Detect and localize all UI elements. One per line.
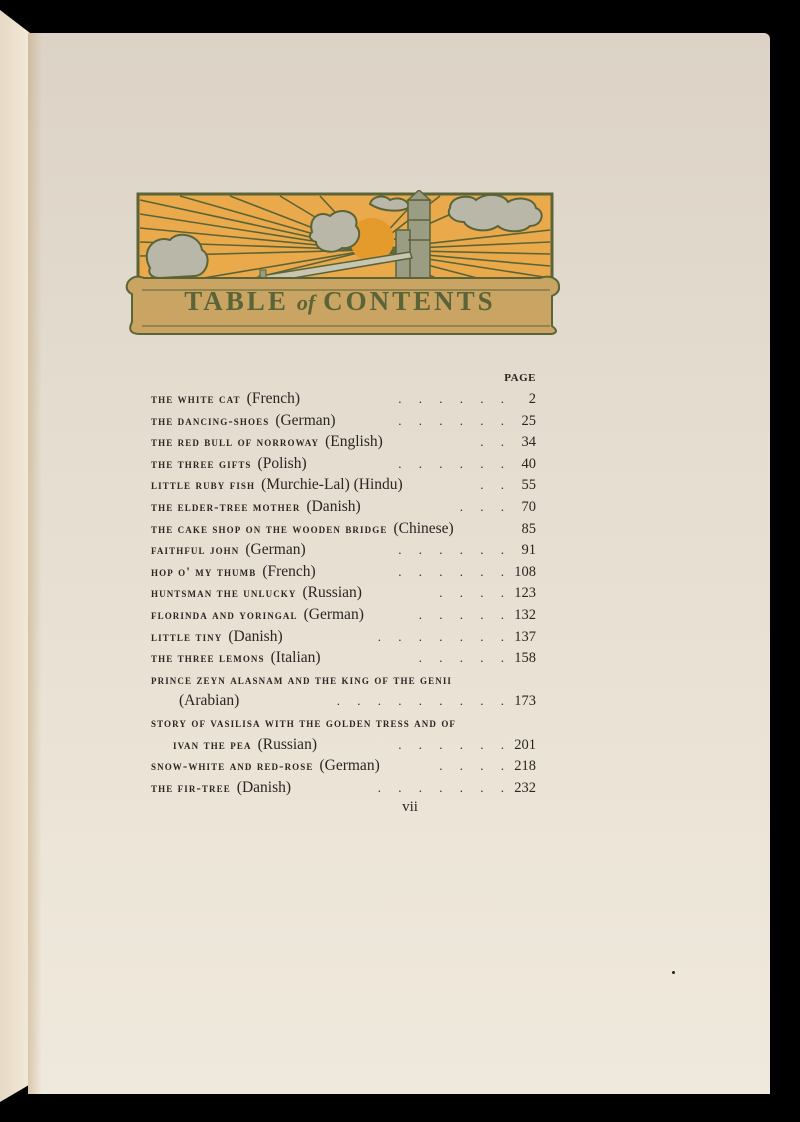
- toc-entry: [151, 777, 536, 799]
- toc-entry: [151, 626, 536, 648]
- entry-title: ivan the pea: [173, 736, 252, 752]
- entry-origin: (French): [262, 562, 316, 580]
- banner-title-table: TABLE: [184, 286, 289, 316]
- entry-title: the three lemons: [151, 650, 265, 666]
- entry-title: the three gifts: [151, 455, 252, 471]
- entry-page-number: 108: [514, 563, 536, 580]
- entry-page-number: 232: [514, 779, 536, 796]
- entry-origin: (Italian): [270, 649, 321, 667]
- dot-leader: . .: [480, 434, 504, 450]
- entry-origin: (Russian): [257, 735, 317, 753]
- entry-origin: (Danish): [236, 778, 292, 796]
- entry-page-number: 25: [521, 412, 536, 429]
- dot-leader: . . . . .: [418, 650, 504, 666]
- entry-title: little tiny: [151, 628, 223, 644]
- entry-page-number: 158: [514, 650, 536, 667]
- entry-title: prince zeyn alasnam and the king of the genii: [151, 671, 453, 687]
- toc-entry: [151, 431, 536, 453]
- banner-title-of: of: [296, 290, 316, 315]
- page-column-header: PAGE: [504, 372, 536, 384]
- toc-entry: [151, 453, 536, 475]
- entry-title: the cake shop on the wooden bridge: [151, 520, 388, 536]
- dot-leader: . . . . . . .: [377, 628, 504, 644]
- entry-origin: (Chinese): [393, 519, 454, 537]
- toc-entry: [151, 582, 536, 604]
- entry-origin: (Danish): [306, 497, 361, 515]
- page-folio-number: vii: [402, 799, 418, 815]
- entry-title: the fir-tree: [151, 779, 231, 795]
- dot-leader: . . . . . .: [398, 412, 504, 428]
- entry-origin: (German): [303, 605, 364, 623]
- entry-page-number: 123: [514, 585, 536, 602]
- entry-origin: (German): [245, 541, 306, 559]
- entry-origin: (French): [246, 390, 301, 407]
- entry-page-number: 85: [521, 520, 536, 537]
- dot-leader: . .: [480, 477, 504, 493]
- dot-leader: . . . . . . .: [377, 779, 504, 795]
- entry-page-number: 201: [514, 736, 536, 753]
- entry-page-number: 2: [528, 391, 536, 407]
- entry-title: the dancing-shoes: [151, 412, 270, 428]
- toc-entry-continuation: [151, 690, 536, 712]
- entry-title: the white cat: [151, 391, 241, 406]
- entry-page-number: 218: [514, 758, 536, 775]
- toc-entry: [151, 755, 536, 777]
- entry-title: florinda and yoringal: [151, 606, 298, 622]
- entry-page-number: 132: [514, 606, 536, 623]
- dot-leader: . . . .: [439, 758, 504, 774]
- toc-entry: [151, 474, 536, 496]
- entry-title: huntsman the unlucky: [151, 585, 297, 601]
- entry-origin: (Polish): [257, 454, 307, 472]
- toc-entry: [151, 518, 536, 540]
- toc-entry: [151, 410, 536, 432]
- entry-page-number: 34: [521, 434, 536, 451]
- gutter-shadow: [28, 33, 42, 1094]
- entry-page-number: 40: [521, 455, 536, 472]
- dot-leader: . . . . . .: [398, 391, 504, 406]
- entry-title: the red bull of norroway: [151, 434, 320, 450]
- toc-entry: [151, 712, 536, 734]
- paper-speck: [672, 971, 675, 974]
- entry-page-number: 173: [514, 693, 536, 710]
- entry-page-number: 55: [521, 477, 536, 494]
- toc-entry-continuation: [151, 734, 536, 756]
- dot-leader: . . .: [459, 498, 504, 514]
- toc-entry: [151, 561, 536, 583]
- entry-origin: (Arabian): [179, 692, 240, 710]
- entry-origin: (Murchie-Lal) (Hindu): [261, 476, 403, 494]
- toc-entry: [151, 388, 536, 410]
- dot-leader: . . . . . . . . .: [336, 693, 504, 709]
- dot-leader: . . . . .: [418, 606, 504, 622]
- table-of-contents-banner: [120, 190, 560, 336]
- entry-title: faithful john: [151, 542, 240, 558]
- entry-page-number: 91: [521, 542, 536, 559]
- toc-entry: [151, 669, 536, 691]
- dot-leader: . . . . . .: [398, 542, 504, 558]
- entry-title: the elder-tree mother: [151, 498, 301, 514]
- toc-entry: [151, 647, 536, 669]
- entry-origin: (Danish): [228, 627, 283, 645]
- entry-title: hop o' my thumb: [151, 563, 257, 579]
- entry-title: little ruby fish: [151, 477, 256, 493]
- dot-leader: . . . . . .: [398, 736, 504, 752]
- entry-page-number: 70: [521, 498, 536, 515]
- banner-title: [120, 286, 560, 317]
- entry-page-number: 137: [514, 628, 536, 645]
- dot-leader: . . . .: [439, 585, 504, 601]
- dot-leader: . . . . . .: [398, 563, 504, 579]
- toc-entry: [151, 604, 536, 626]
- entry-title: snow-white and red-rose: [151, 758, 314, 774]
- entry-origin: (Russian): [302, 584, 362, 602]
- table-of-contents: [151, 368, 536, 798]
- entry-origin: (German): [319, 757, 380, 775]
- toc-entry: [151, 496, 536, 518]
- banner-title-contents: CONTENTS: [323, 286, 496, 316]
- toc-entry: [151, 539, 536, 561]
- dot-leader: . . . . . .: [398, 455, 504, 471]
- entry-title: story of vasilisa with the golden tress and of: [151, 714, 457, 730]
- entry-origin: (German): [275, 411, 336, 429]
- entry-origin: (English): [325, 433, 383, 451]
